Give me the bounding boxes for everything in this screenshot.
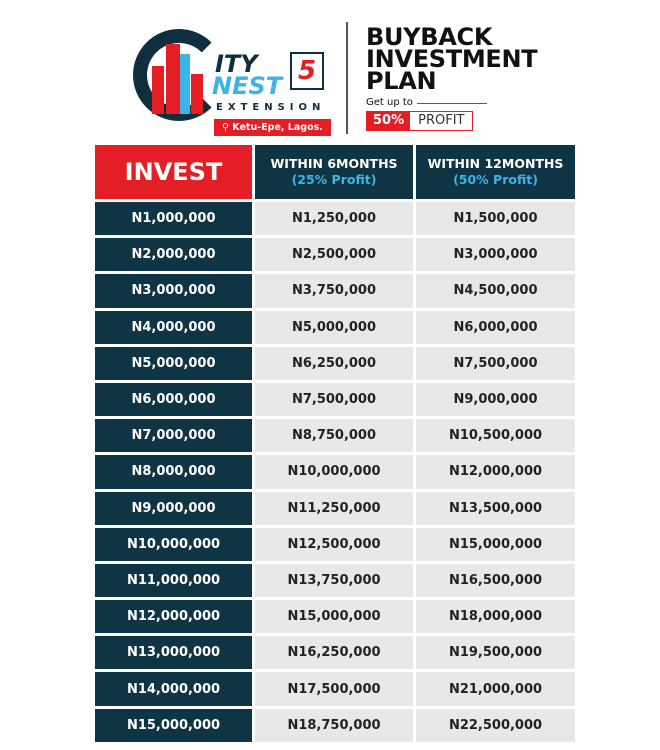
table-row xyxy=(95,455,575,488)
header-sub: (50% Profit) xyxy=(453,172,538,187)
return-12months: N15,000,000 xyxy=(416,528,575,561)
location-pin-icon: ⚲ xyxy=(222,122,233,133)
table-row xyxy=(95,311,575,344)
invest-amount: N5,000,000 xyxy=(95,347,252,380)
invest-amount: N12,000,000 xyxy=(95,600,252,633)
return-6months: N11,250,000 xyxy=(255,492,413,525)
table-row xyxy=(95,492,575,525)
invest-amount: N3,000,000 xyxy=(95,274,252,307)
profit-label: PROFIT xyxy=(418,113,465,128)
return-6months: N12,500,000 xyxy=(255,528,413,561)
underline xyxy=(417,103,487,104)
header-label: WITHIN 12MONTHS xyxy=(427,156,564,171)
invest-amount: N9,000,000 xyxy=(95,492,252,525)
page-title xyxy=(366,23,538,95)
return-6months: N2,500,000 xyxy=(255,238,413,271)
title-line: PLAN xyxy=(366,67,437,95)
location-text: Ketu-Epe, Lagos. xyxy=(232,122,323,133)
table-row xyxy=(95,528,575,561)
get-up-to-text: Get up to xyxy=(366,97,413,108)
return-12months: N13,500,000 xyxy=(416,492,575,525)
invest-amount: N2,000,000 xyxy=(95,238,252,271)
investment-table xyxy=(95,145,575,745)
header-6months xyxy=(255,145,413,199)
return-12months: N22,500,000 xyxy=(416,709,575,742)
header-12months xyxy=(416,145,575,199)
logo-ity: ITY xyxy=(215,50,258,78)
divider xyxy=(346,22,348,134)
table-row xyxy=(95,672,575,705)
building-icon xyxy=(180,54,190,114)
return-12months: N12,000,000 xyxy=(416,455,575,488)
return-6months: N15,000,000 xyxy=(255,600,413,633)
table-row xyxy=(95,202,575,235)
return-6months: N6,250,000 xyxy=(255,347,413,380)
city-nest-logo xyxy=(130,22,330,132)
table-row xyxy=(95,347,575,380)
invest-amount: N15,000,000 xyxy=(95,709,252,742)
invest-amount: N10,000,000 xyxy=(95,528,252,561)
table-row xyxy=(95,383,575,416)
table-header xyxy=(95,145,575,199)
title-line: BUYBACK xyxy=(366,23,493,51)
location-badge xyxy=(214,119,331,136)
return-12months: N6,000,000 xyxy=(416,311,575,344)
return-12months: N9,000,000 xyxy=(416,383,575,416)
table-row xyxy=(95,238,575,271)
header-label: WITHIN 6MONTHS xyxy=(270,156,398,171)
return-12months: N19,500,000 xyxy=(416,636,575,669)
table-row xyxy=(95,274,575,307)
logo-number: 5 xyxy=(290,52,324,90)
return-6months: N13,750,000 xyxy=(255,564,413,597)
profit-percent: 50% xyxy=(367,112,410,130)
invest-amount: N13,000,000 xyxy=(95,636,252,669)
return-6months: N1,250,000 xyxy=(255,202,413,235)
return-6months: N3,750,000 xyxy=(255,274,413,307)
return-12months: N4,500,000 xyxy=(416,274,575,307)
return-6months: N18,750,000 xyxy=(255,709,413,742)
table-row xyxy=(95,600,575,633)
profit-badge xyxy=(366,111,473,131)
building-icon xyxy=(191,74,203,114)
table-row xyxy=(95,564,575,597)
building-icon xyxy=(166,44,180,114)
return-12months: N1,500,000 xyxy=(416,202,575,235)
table-row xyxy=(95,419,575,452)
return-12months: N3,000,000 xyxy=(416,238,575,271)
return-12months: N10,500,000 xyxy=(416,419,575,452)
invest-amount: N1,000,000 xyxy=(95,202,252,235)
return-12months: N21,000,000 xyxy=(416,672,575,705)
logo-extension: EXTENSION xyxy=(216,102,326,113)
return-12months: N18,000,000 xyxy=(416,600,575,633)
invest-amount: N11,000,000 xyxy=(95,564,252,597)
header-sub: (25% Profit) xyxy=(291,172,377,187)
table-row xyxy=(95,709,575,742)
logo-nest: NEST xyxy=(212,72,283,100)
return-6months: N17,500,000 xyxy=(255,672,413,705)
invest-amount: N6,000,000 xyxy=(95,383,252,416)
return-12months: N16,500,000 xyxy=(416,564,575,597)
return-6months: N8,750,000 xyxy=(255,419,413,452)
return-6months: N10,000,000 xyxy=(255,455,413,488)
building-icon xyxy=(152,66,164,114)
title-line: INVESTMENT xyxy=(366,45,538,73)
return-6months: N7,500,000 xyxy=(255,383,413,416)
invest-amount: N8,000,000 xyxy=(95,455,252,488)
header-invest: INVEST xyxy=(95,145,252,199)
return-6months: N16,250,000 xyxy=(255,636,413,669)
invest-amount: N7,000,000 xyxy=(95,419,252,452)
table-row xyxy=(95,636,575,669)
invest-amount: N4,000,000 xyxy=(95,311,252,344)
invest-amount: N14,000,000 xyxy=(95,672,252,705)
return-12months: N7,500,000 xyxy=(416,347,575,380)
return-6months: N5,000,000 xyxy=(255,311,413,344)
